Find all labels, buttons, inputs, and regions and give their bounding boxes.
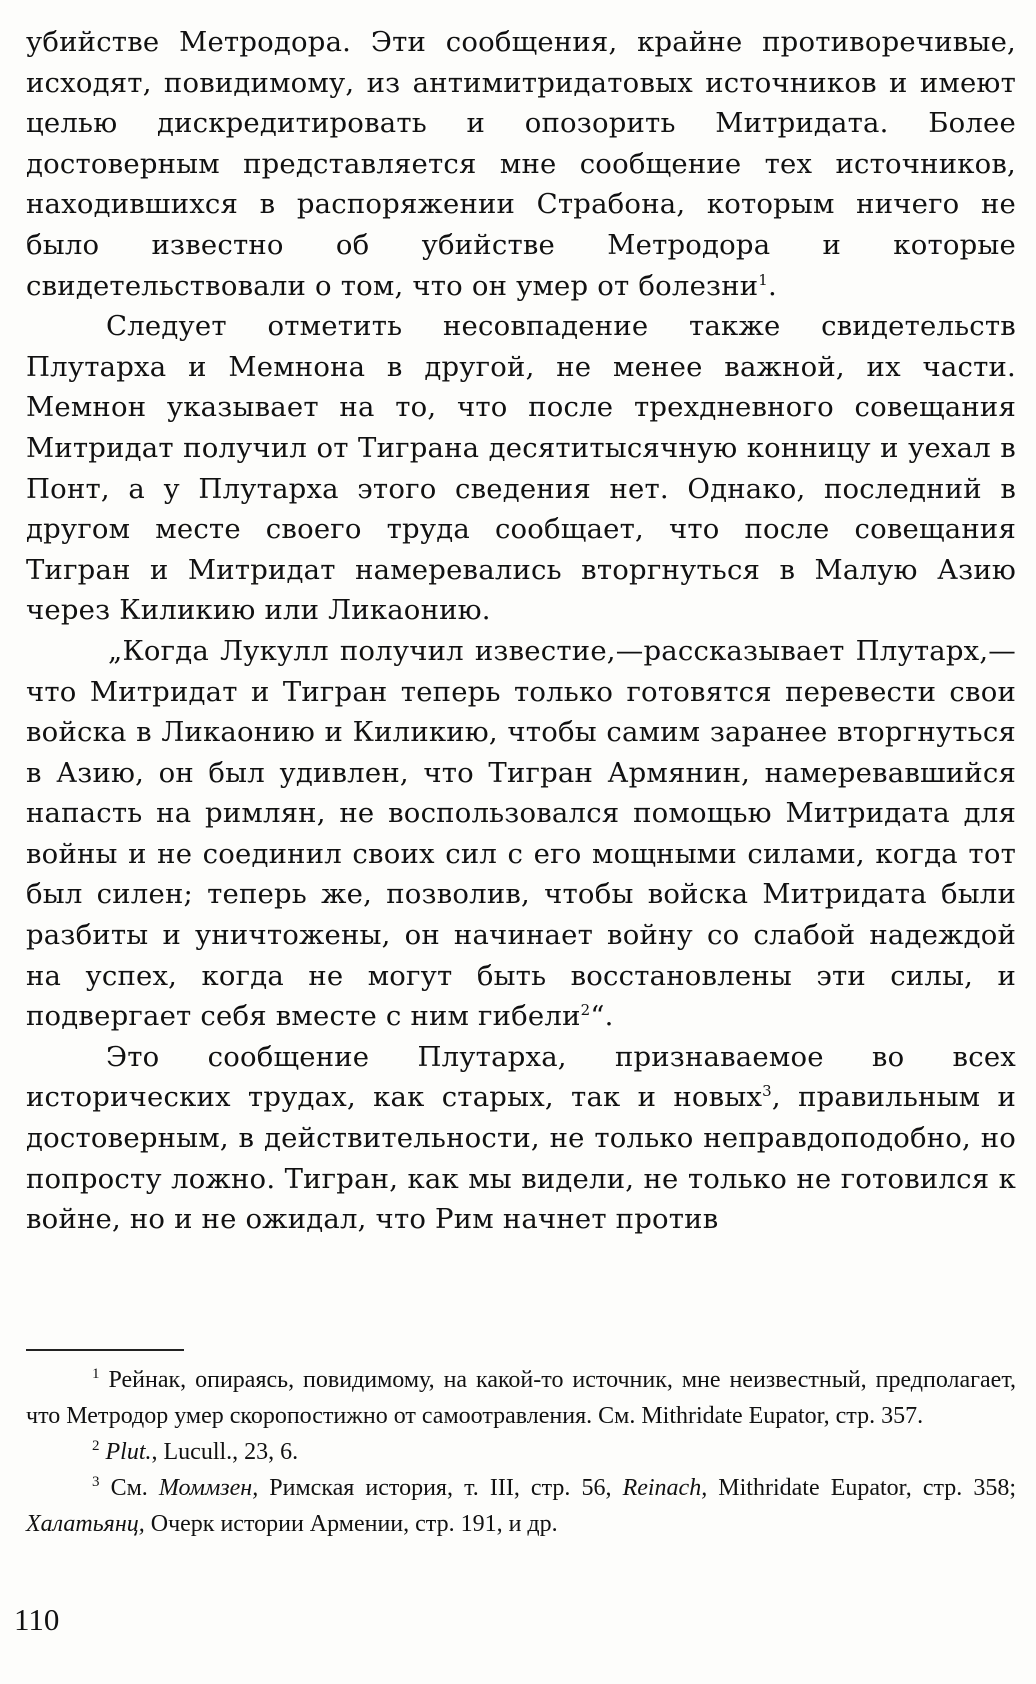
main-text — [26, 22, 1016, 1240]
page-number: 110 — [14, 1602, 60, 1637]
footnote-1: $^1$ Рейнак, опираясь, повидимому, на какой-то источник, мне неизвестный, предполагает, что Метродор умер скоропостижно от самоотравления. См. Mithridate Eupator, стр. 357. — [26, 1366, 1017, 1429]
quotation-block: „Когда Лукулл получил известие,—рассказывает Плутарх,—что Митридат и Тигран теперь только готовятся перевести свои войска в Ликаонию и Киликию, чтобы самим заранее вторгнуться в Азию, он был удивлен, что Тигран Армянин, намеревавшийся напасть на римлян, не воспользовался помощью Митридата для войны и не соединил своих сил с его мощными силами, когда тот был силен; теперь же, позволив, чтобы войска Митридата были разбиты и уничтожены, он начинает войну со слабой надеждой на успех, когда не могут быть восстановлены эти силы, и подвергает себя вместе с ним гибели$^2$“. — [26, 634, 1016, 1033]
footnote-ref-3: 3 — [762, 1082, 772, 1101]
footnote-divider — [26, 1349, 184, 1351]
paragraph-1: убийстве Метродора. Эти сообщения, крайне противоречивые, исходят, повидимому, из антимитридатовых источников и имеют целью дискредитировать и опозорить Митридата. Более достоверным представляется мне сообщение тех источников, находившихся в распоряжении Страбона, которым ничего не было известно об убийстве Метродора и которые свидетельствовали о том, что он умер от болезни$^1$. — [26, 26, 1016, 302]
footnote-ref-1: 1 — [758, 270, 769, 289]
footnote-3: $^3$ См. Моммзен, Римская история, т. III, стр. 56, Reinach, Mithridate Eupator, стр. 358; Халатьянц, Очерк истории Армении, стр. 191, и др. — [26, 1474, 1017, 1537]
footnotes — [26, 1362, 1016, 1542]
paragraph-2: Следует отметить несовпадение также свидетельств Плутарха и Мемнона в другой, не менее важной, их части. Мемнон указывает на то, что после трехдневного совещания Митридат получил от Тиграна десятитысячную конницу и уехал в Понт, а у Плутарха этого сведения нет. Однако, последний в другом месте своего труда сообщает, что после совещания Тигран и Митридат намеревались вторгнуться в Малую Азию через Киликию или Ликаонию. — [26, 310, 1016, 627]
footnote-2: $^2$ Plut., Lucull., 23, 6. — [92, 1438, 299, 1465]
footnote-ref-2: 2 — [580, 1001, 591, 1020]
paragraph-3: Это сообщение Плутарха, признаваемое во всех исторических трудах, как старых, так и новых$^3$, правильным и достоверным, в действительности, не только неправдоподобно, но попросту ложно. Тигран, как мы видели, не только не готовился к войне, но и не ожидал, что Рим начнет против — [26, 1040, 1016, 1236]
